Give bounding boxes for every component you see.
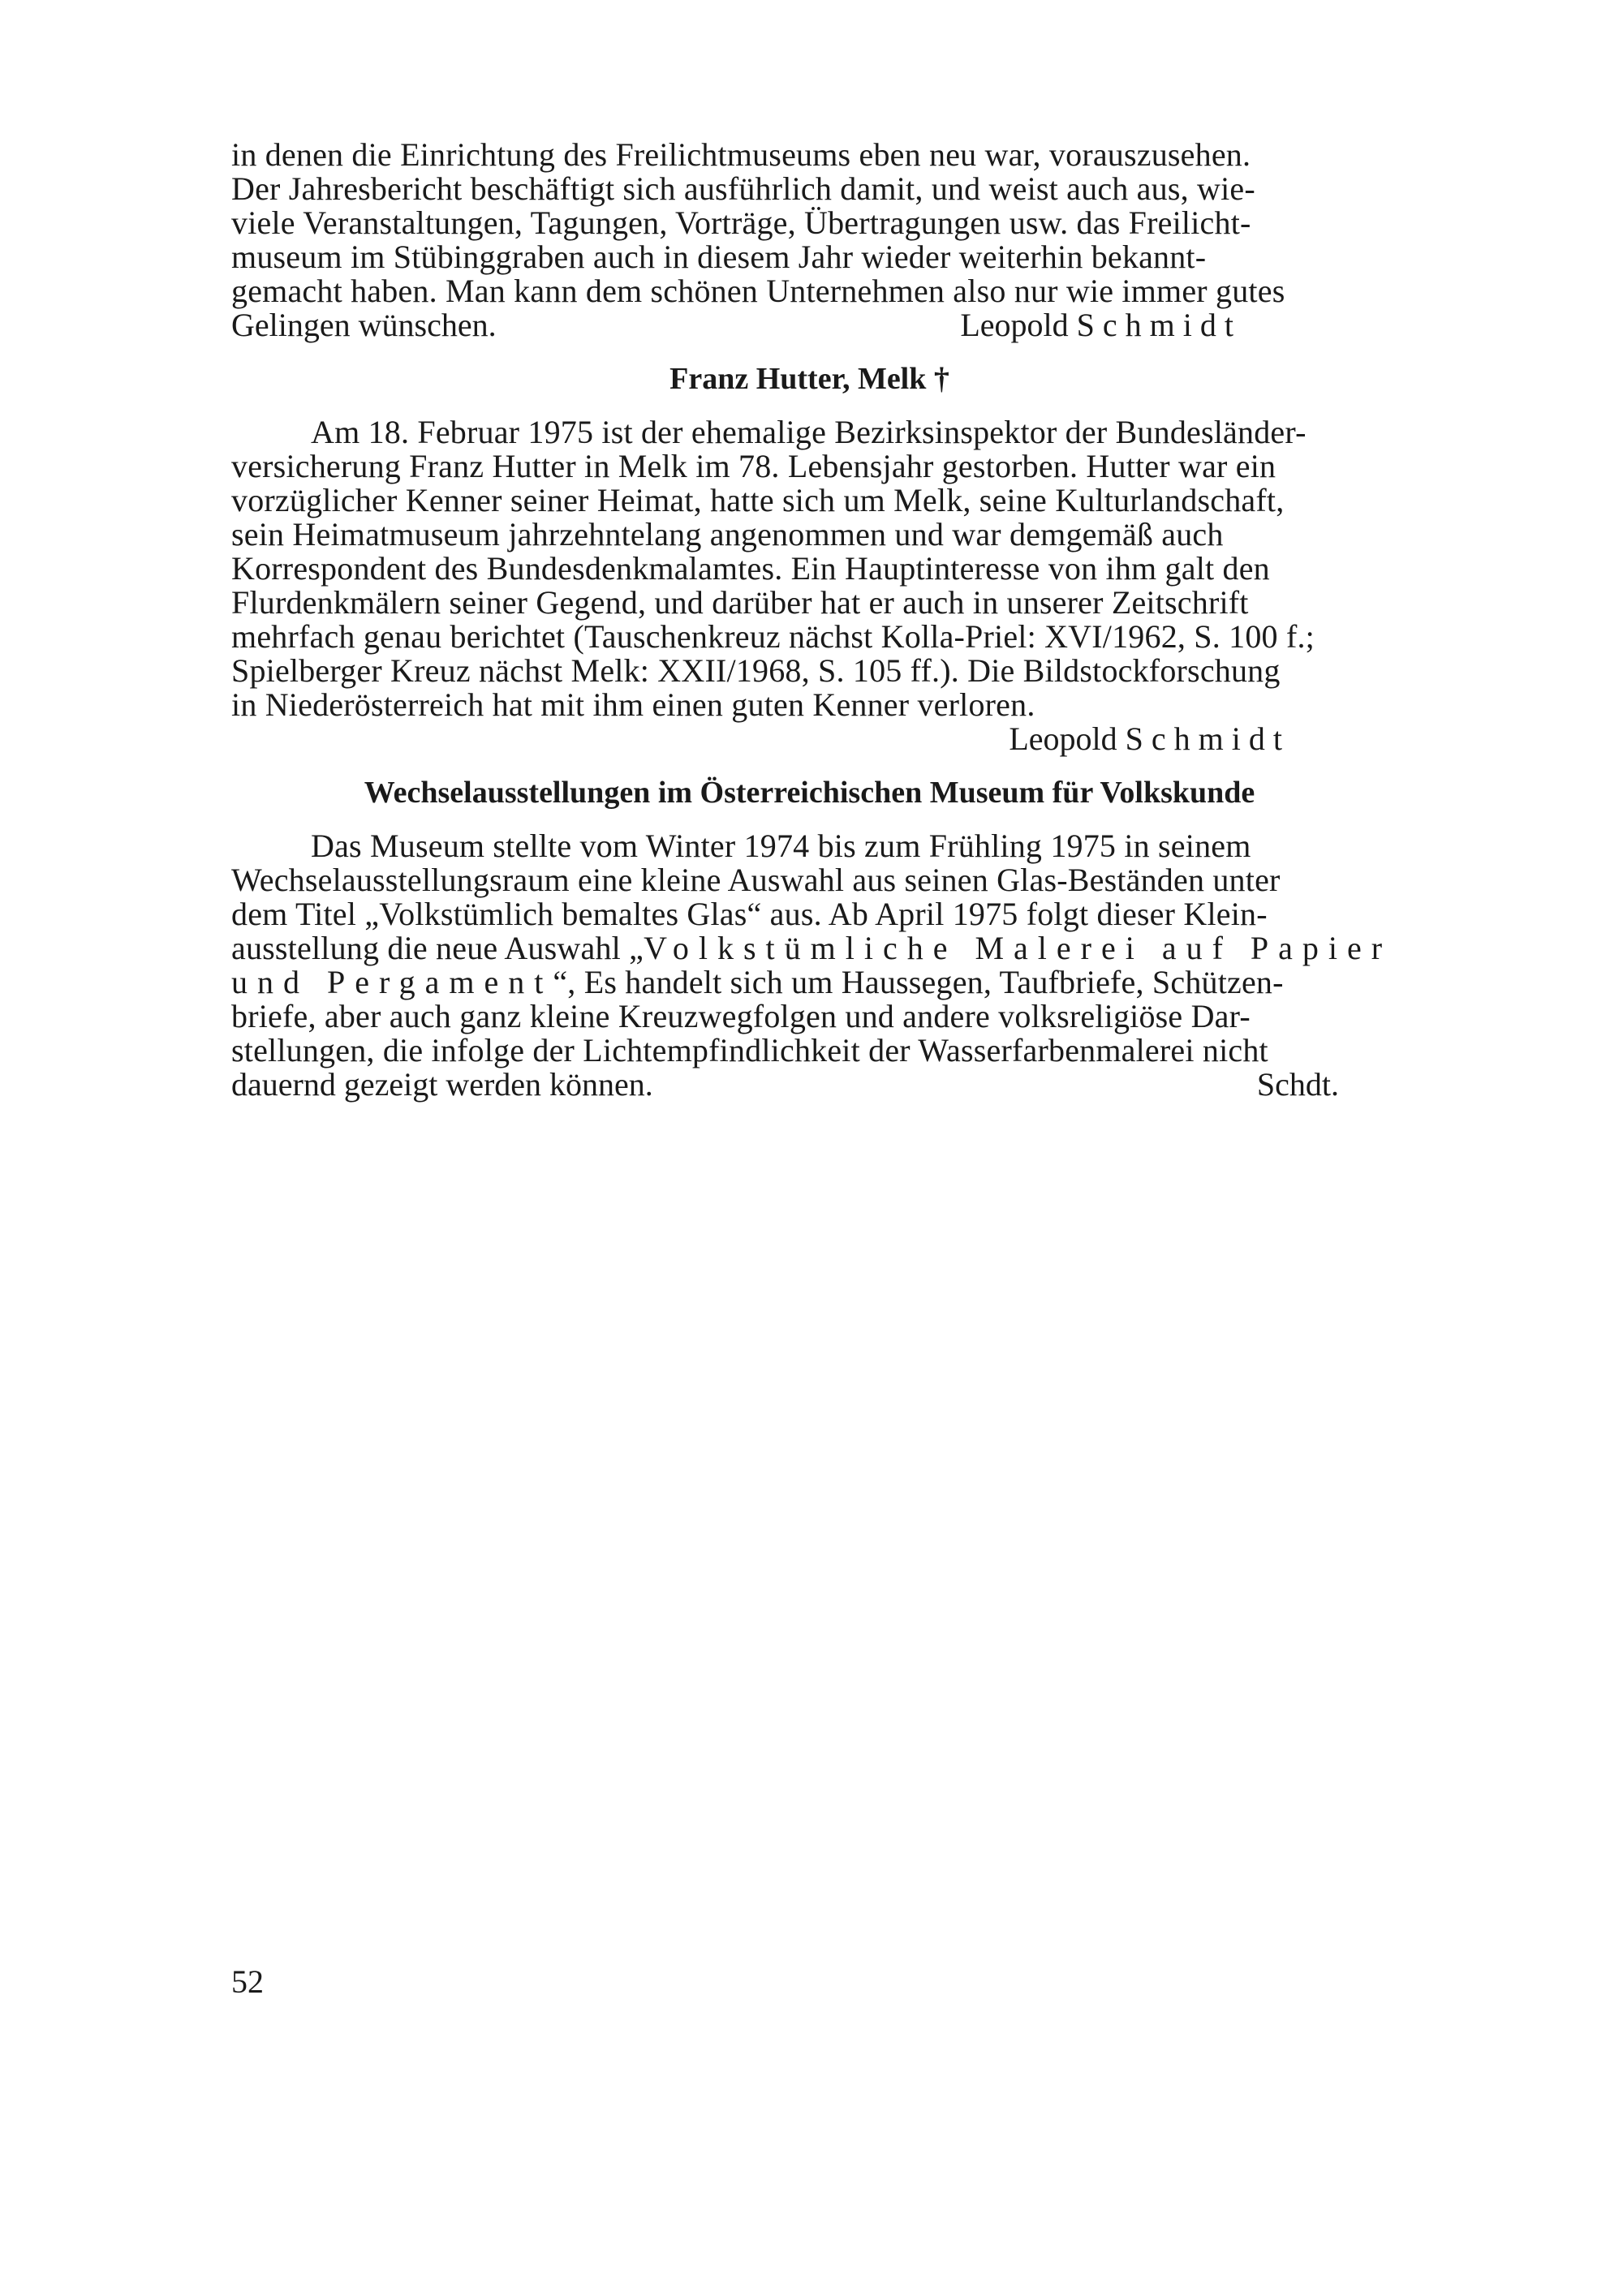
- text-line: Gelingen wünschen.: [231, 307, 497, 343]
- text-line: und Pergament“, Es handelt sich um Haussegen, Taufbriefe, Schützen-: [231, 964, 1284, 1000]
- text-line: briefe, aber auch ganz kleine Kreuzwegfolgen und andere volksreligiöse Dar-: [231, 998, 1251, 1034]
- text-line: sein Heimatmuseum jahrzehntelang angenommen und war demgemäß auch: [231, 516, 1224, 553]
- section-obituary: [231, 362, 1388, 756]
- author-signature: Schdt.: [1256, 1066, 1339, 1103]
- text-line: mehrfach genau berichtet (Tauschenkreuz nächst Kolla-Priel: XVI/1962, S. 100 f.;: [231, 618, 1315, 655]
- text-line: vorzüglicher Kenner seiner Heimat, hatte sich um Melk, seine Kulturlandschaft,: [231, 482, 1285, 518]
- closing-line: [231, 1068, 1388, 1102]
- text-line: Spielberger Kreuz nächst Melk: XXII/1968, S. 105 ff.). Die Bildstockforschung: [231, 652, 1281, 689]
- text-line: in Niederösterreich hat mit ihm einen guten Kenner verloren.: [231, 686, 1035, 723]
- text-line: gemacht haben. Man kann dem schönen Unternehmen also nur wie immer gutes: [231, 273, 1285, 309]
- section-heading: Franz Hutter, Melk †: [669, 362, 949, 396]
- text-line: viele Veranstaltungen, Tagungen, Vorträge, Übertragungen usw. das Freilicht-: [231, 204, 1251, 241]
- text-line: dem Titel „Volkstümlich bemaltes Glas“ aus. Ab April 1975 folgt dieser Klein-: [231, 896, 1268, 932]
- author-signature: Leopold Schmidt: [960, 307, 1242, 343]
- text-line: Korrespondent des Bundesdenkmalamtes. Ein Hauptinteresse von ihm galt den: [231, 550, 1270, 587]
- text-line: stellungen, die infolge der Lichtempfindlichkeit der Wasserfarbenmalerei nicht: [231, 1032, 1268, 1068]
- text-line: ausstellung die neue Auswahl „ Volkstümliche Malerei auf Papier: [231, 930, 1393, 966]
- page-body: [231, 136, 1393, 1103]
- text-line: dauernd gezeigt werden können.: [231, 1066, 653, 1103]
- page-number: 52: [231, 1963, 264, 2000]
- text-line: Am 18. Februar 1975 ist der ehemalige Bezirksinspektor der Bundesländer-: [311, 414, 1307, 450]
- section-freilichtmuseum: [231, 138, 1388, 342]
- section-heading: Wechselausstellungen im Österreichischen Museum für Volkskunde: [364, 776, 1255, 810]
- section-exhibitions: [231, 776, 1393, 1103]
- text-line: museum im Stübinggraben auch in diesem Jahr wieder weiterhin bekannt-: [231, 239, 1207, 275]
- closing-line: [231, 308, 1388, 342]
- text-line: Der Jahresbericht beschäftigt sich ausführlich damit, und weist auch aus, wie-: [231, 170, 1255, 207]
- text-line: in denen die Einrichtung des Freilichtmuseums eben neu war, vorauszusehen.: [231, 136, 1251, 173]
- text-line: Flurdenkmälern seiner Gegend, und darüber hat er auch in unserer Zeitschrift: [231, 584, 1249, 621]
- text-line: Wechselausstellungsraum eine kleine Auswahl aus seinen Glas-Beständen unter: [231, 862, 1281, 898]
- text-line: Das Museum stellte vom Winter 1974 bis zum Frühling 1975 in seinem: [311, 828, 1251, 864]
- text-line: versicherung Franz Hutter in Melk im 78. Lebensjahr gestorben. Hutter war ein: [231, 448, 1276, 484]
- author-signature: Leopold Schmidt: [1009, 720, 1290, 757]
